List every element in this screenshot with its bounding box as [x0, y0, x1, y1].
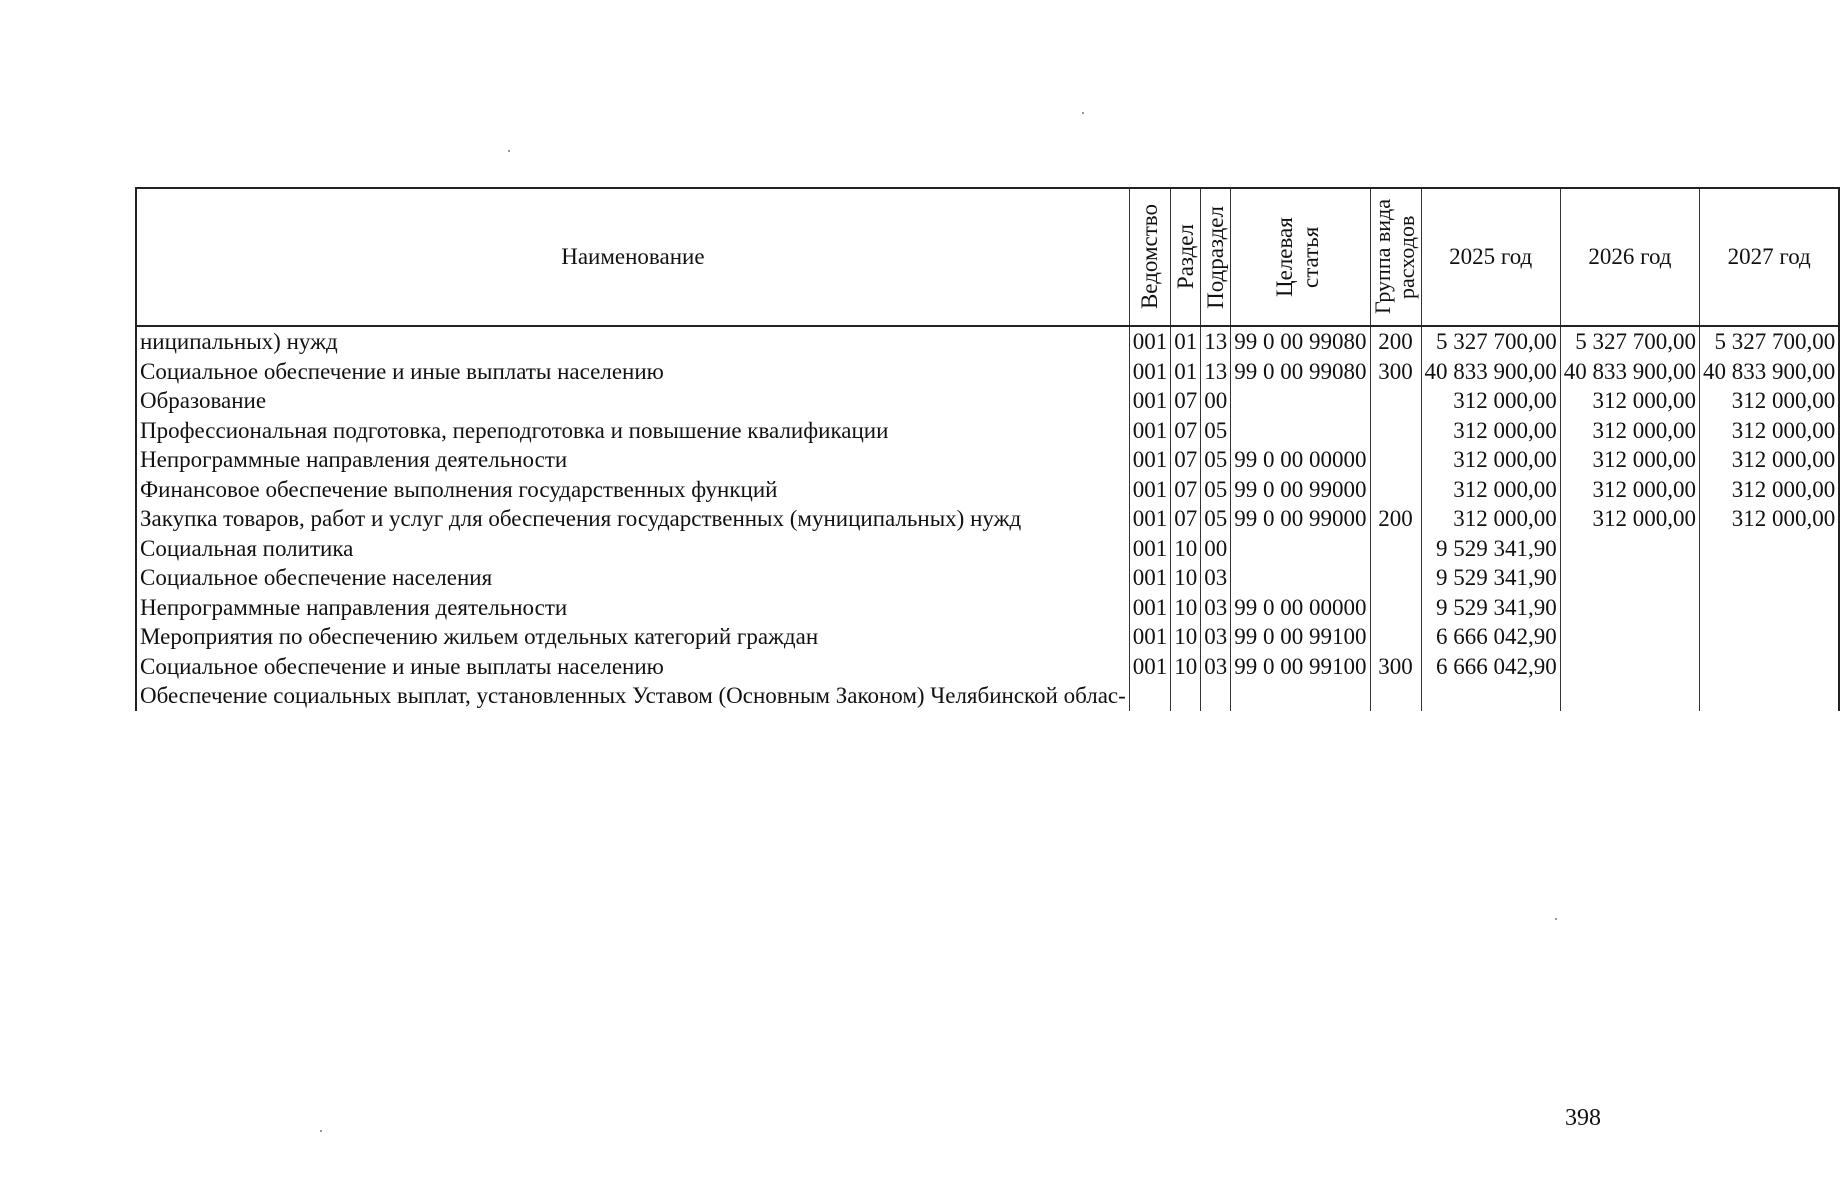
cell-2026: [1560, 681, 1699, 711]
scan-speck: [1082, 112, 1084, 114]
cell-2026: [1560, 622, 1699, 652]
cell-department: 001: [1129, 534, 1171, 564]
cell-name: Непрограммные направления деятельности: [136, 593, 1129, 623]
cell-2026: 5 327 700,00: [1560, 326, 1699, 357]
cell-2025: 9 529 341,90: [1421, 593, 1560, 623]
cell-2026: 312 000,00: [1560, 445, 1699, 475]
cell-2026: [1560, 534, 1699, 564]
cell-section: 10: [1171, 534, 1201, 564]
cell-section: 07: [1171, 475, 1201, 505]
table-row: [136, 534, 1839, 564]
budget-table: [135, 187, 1840, 711]
cell-section: 07: [1171, 504, 1201, 534]
cell-2027: [1700, 622, 1840, 652]
cell-subsection: 00: [1201, 386, 1231, 416]
cell-department: 001: [1129, 416, 1171, 446]
cell-department: 001: [1129, 326, 1171, 357]
header-department: Ведомство: [1129, 188, 1171, 326]
cell-department: 001: [1129, 563, 1171, 593]
header-name: Наименование: [136, 188, 1129, 326]
cell-name: Социальное обеспечение и иные выплаты населению: [136, 652, 1129, 682]
cell-expense-group: [1370, 445, 1421, 475]
cell-2025: 312 000,00: [1421, 416, 1560, 446]
cell-section: 10: [1171, 622, 1201, 652]
cell-2027: [1700, 563, 1840, 593]
cell-2027: [1700, 652, 1840, 682]
cell-expense-group: [1370, 386, 1421, 416]
table-row: [136, 386, 1839, 416]
cell-2025: 6 666 042,90: [1421, 652, 1560, 682]
cell-section: 07: [1171, 416, 1201, 446]
cell-department: 001: [1129, 504, 1171, 534]
cell-section: 01: [1171, 326, 1201, 357]
table-row: [136, 504, 1839, 534]
cell-target-item: 99 0 00 00000: [1231, 445, 1370, 475]
cell-expense-group: 300: [1370, 652, 1421, 682]
cell-name: Непрограммные направления деятельности: [136, 445, 1129, 475]
table-body: [136, 326, 1839, 711]
cell-target-item: 99 0 00 99080: [1231, 326, 1370, 357]
cell-expense-group: 200: [1370, 326, 1421, 357]
table-row: [136, 622, 1839, 652]
cell-subsection: [1201, 681, 1231, 711]
cell-2026: 312 000,00: [1560, 504, 1699, 534]
cell-section: 10: [1171, 593, 1201, 623]
cell-2026: 312 000,00: [1560, 475, 1699, 505]
table-row: [136, 563, 1839, 593]
cell-2025: 6 666 042,90: [1421, 622, 1560, 652]
cell-expense-group: [1370, 681, 1421, 711]
cell-name: Мероприятия по обеспечению жильем отдельных категорий граждан: [136, 622, 1129, 652]
cell-subsection: 13: [1201, 326, 1231, 357]
cell-2025: 312 000,00: [1421, 386, 1560, 416]
cell-target-item: 99 0 00 99100: [1231, 622, 1370, 652]
cell-target-item: [1231, 534, 1370, 564]
cell-target-item: [1231, 386, 1370, 416]
cell-expense-group: 300: [1370, 357, 1421, 387]
cell-expense-group: [1370, 622, 1421, 652]
cell-department: 001: [1129, 357, 1171, 387]
cell-2027: 312 000,00: [1700, 416, 1840, 446]
table-row: [136, 475, 1839, 505]
cell-department: [1129, 681, 1171, 711]
cell-expense-group: 200: [1370, 504, 1421, 534]
cell-name: Образование: [136, 386, 1129, 416]
cell-department: 001: [1129, 445, 1171, 475]
cell-name: Финансовое обеспечение выполнения государственных функций: [136, 475, 1129, 505]
cell-target-item: [1231, 681, 1370, 711]
cell-2025: [1421, 681, 1560, 711]
cell-section: 07: [1171, 386, 1201, 416]
cell-department: 001: [1129, 593, 1171, 623]
table-row: [136, 416, 1839, 446]
cell-section: 10: [1171, 652, 1201, 682]
table-row: [136, 593, 1839, 623]
table-row: [136, 681, 1839, 711]
cell-name: Закупка товаров, работ и услуг для обеспечения государственных (муниципальных) нужд: [136, 504, 1129, 534]
header-subsection: Подраздел: [1201, 188, 1231, 326]
table-row: [136, 445, 1839, 475]
cell-subsection: 05: [1201, 504, 1231, 534]
header-expense-group: Группа вида расходов: [1370, 188, 1421, 326]
cell-2027: 40 833 900,00: [1700, 357, 1840, 387]
cell-department: 001: [1129, 475, 1171, 505]
cell-name: ниципальных) нужд: [136, 326, 1129, 357]
header-2027: 2027 год: [1700, 188, 1840, 326]
cell-expense-group: [1370, 593, 1421, 623]
cell-2026: 40 833 900,00: [1560, 357, 1699, 387]
cell-subsection: 05: [1201, 445, 1231, 475]
table-header-row: [136, 188, 1839, 326]
table-row: [136, 357, 1839, 387]
cell-2025: 312 000,00: [1421, 504, 1560, 534]
cell-2027: 5 327 700,00: [1700, 326, 1840, 357]
scan-speck: [320, 1130, 322, 1132]
cell-2026: 312 000,00: [1560, 416, 1699, 446]
cell-target-item: [1231, 563, 1370, 593]
cell-name: Социальное обеспечение и иные выплаты населению: [136, 357, 1129, 387]
cell-2027: 312 000,00: [1700, 445, 1840, 475]
cell-expense-group: [1370, 475, 1421, 505]
cell-2026: [1560, 563, 1699, 593]
cell-target-item: 99 0 00 99080: [1231, 357, 1370, 387]
header-2026: 2026 год: [1560, 188, 1699, 326]
cell-department: 001: [1129, 652, 1171, 682]
header-2025: 2025 год: [1421, 188, 1560, 326]
header-target-item: Целевая статья: [1231, 188, 1370, 326]
header-section: Раздел: [1171, 188, 1201, 326]
cell-subsection: 03: [1201, 622, 1231, 652]
cell-2025: 9 529 341,90: [1421, 534, 1560, 564]
cell-department: 001: [1129, 622, 1171, 652]
cell-2025: 312 000,00: [1421, 475, 1560, 505]
cell-subsection: 13: [1201, 357, 1231, 387]
cell-subsection: 05: [1201, 475, 1231, 505]
cell-target-item: 99 0 00 99000: [1231, 475, 1370, 505]
cell-subsection: 03: [1201, 593, 1231, 623]
cell-name: Профессиональная подготовка, переподготовка и повышение квалификации: [136, 416, 1129, 446]
cell-name: Социальная политика: [136, 534, 1129, 564]
cell-2027: 312 000,00: [1700, 475, 1840, 505]
cell-2027: [1700, 681, 1840, 711]
cell-expense-group: [1370, 416, 1421, 446]
cell-2025: 5 327 700,00: [1421, 326, 1560, 357]
cell-section: 10: [1171, 563, 1201, 593]
cell-target-item: 99 0 00 00000: [1231, 593, 1370, 623]
cell-expense-group: [1370, 534, 1421, 564]
scan-speck: [508, 150, 510, 152]
cell-2025: 9 529 341,90: [1421, 563, 1560, 593]
cell-target-item: [1231, 416, 1370, 446]
cell-subsection: 03: [1201, 652, 1231, 682]
cell-subsection: 03: [1201, 563, 1231, 593]
cell-target-item: 99 0 00 99100: [1231, 652, 1370, 682]
cell-2026: [1560, 652, 1699, 682]
cell-section: 07: [1171, 445, 1201, 475]
cell-section: 01: [1171, 357, 1201, 387]
cell-name: Обеспечение социальных выплат, установленных Уставом (Основным Законом) Челябинской облас-: [136, 681, 1129, 711]
table-row: [136, 326, 1839, 357]
cell-2026: 312 000,00: [1560, 386, 1699, 416]
page-number: 398: [1565, 1105, 1601, 1131]
cell-name: Социальное обеспечение населения: [136, 563, 1129, 593]
cell-2025: 312 000,00: [1421, 445, 1560, 475]
cell-2027: 312 000,00: [1700, 504, 1840, 534]
cell-2027: [1700, 534, 1840, 564]
cell-section: [1171, 681, 1201, 711]
cell-subsection: 00: [1201, 534, 1231, 564]
cell-target-item: 99 0 00 99000: [1231, 504, 1370, 534]
cell-2027: 312 000,00: [1700, 386, 1840, 416]
cell-2025: 40 833 900,00: [1421, 357, 1560, 387]
cell-department: 001: [1129, 386, 1171, 416]
cell-2026: [1560, 593, 1699, 623]
cell-2027: [1700, 593, 1840, 623]
table-row: [136, 652, 1839, 682]
cell-subsection: 05: [1201, 416, 1231, 446]
scan-speck: [1555, 918, 1557, 920]
cell-expense-group: [1370, 563, 1421, 593]
